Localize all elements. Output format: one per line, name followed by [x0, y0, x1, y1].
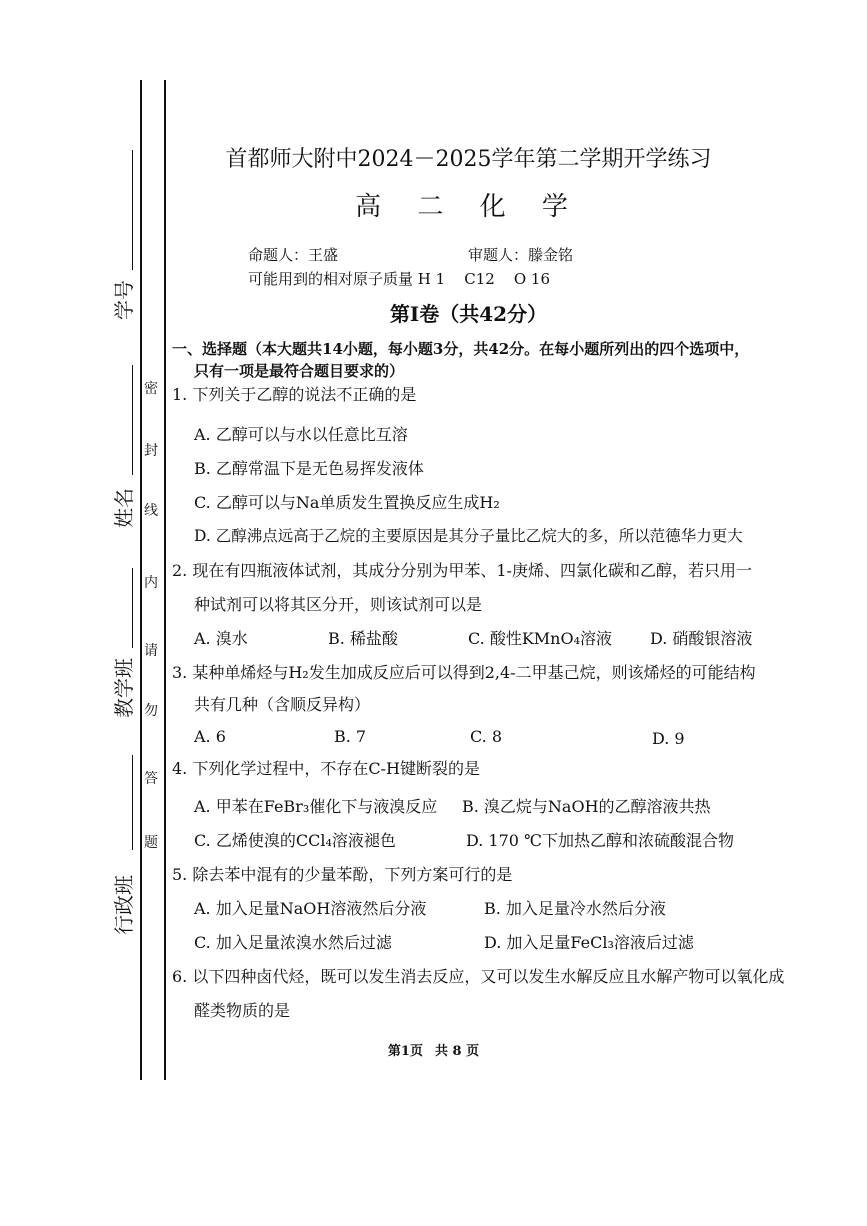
xingzhengban-blank [132, 755, 133, 850]
q3-option-d: D. 9 [652, 729, 685, 748]
q1-option-c: C. 乙醇可以与Na单质发生置换反应生成H₂ [194, 493, 500, 512]
q1-option-d: D. 乙醇沸点远高于乙烷的主要原因是其分子量比乙烷大的多，所以范德华力更大 [194, 527, 743, 545]
xingming-label: 姓名 [112, 488, 136, 528]
q3-option-b: B. 7 [334, 727, 367, 746]
seal-char: 线 [144, 503, 158, 519]
q2-option-a: A. 溴水 [194, 629, 248, 648]
question-4-stem: 4. 下列化学过程中，不存在C-H键断裂的是 [172, 759, 480, 778]
seal-char: 密 [144, 381, 158, 397]
question-6-stem: 6. 以下四种卤代烃，既可以发生消去反应，又可以发生水解反应且水解产物可以氧化成 [172, 967, 785, 986]
jiaoxueban-blank [132, 568, 133, 648]
binding-line-outer [140, 80, 142, 1080]
question-2-stem-cont: 种试剂可以将其区分开，则该试剂可以是 [194, 595, 483, 614]
section-instruction: 一、选择题（本大题共14小题，每小题3分，共42分。在每小题所列出的四个选项中， [172, 340, 750, 358]
setter: 命题人：王盛 [248, 246, 339, 264]
q5-option-a: A. 加入足量NaOH溶液然后分液 [194, 899, 427, 918]
seal-char: 答 [144, 771, 158, 787]
xingzhengban-label: 行政班 [112, 875, 136, 935]
q4-option-c: C. 乙烯使溴的CCl₄溶液褪色 [194, 831, 396, 850]
jiaoxueban-label: 教学班 [112, 658, 136, 718]
page-number: 第1页 [387, 1044, 423, 1059]
q3-option-c: C. 8 [470, 727, 503, 746]
question-3-stem-cont: 共有几种（含顺反异构） [194, 695, 371, 714]
q5-option-d: D. 加入足量FeCl₃溶液后过滤 [484, 933, 694, 952]
question-3-stem: 3. 某种单烯烃与H₂发生加成反应后可以得到2,4-二甲基己烷，则该烯烃的可能结构 [172, 663, 756, 682]
q5-option-b: B. 加入足量冷水然后分液 [484, 899, 666, 918]
q1-option-a: A. 乙醇可以与水以任意比互溶 [194, 425, 408, 444]
section-instruction-cont: 只有一项是最符合题目要求的） [194, 362, 405, 380]
page-footer [0, 1040, 867, 1059]
seal-char: 请 [144, 643, 158, 659]
question-6-stem-cont: 醛类物质的是 [194, 1001, 291, 1020]
question-2-stem: 2. 现在有四瓶液体试剂，其成分分别为甲苯、1-庚烯、四氯化碳和乙醇，若只用一 [172, 561, 752, 580]
q5-option-c: C. 加入足量浓溴水然后过滤 [194, 933, 392, 952]
seal-char: 内 [144, 575, 158, 591]
subject-title: 高 二 化 学 [355, 192, 582, 222]
binding-line-inner [164, 80, 166, 1080]
seal-char: 题 [144, 835, 158, 851]
q2-option-c: C. 酸性KMnO₄溶液 [468, 629, 613, 648]
q2-option-d: D. 硝酸银溶液 [650, 629, 753, 648]
reviewer: 审题人：滕金铭 [468, 246, 574, 264]
question-1-stem: 1. 下列关于乙醇的说法不正确的是 [172, 385, 417, 404]
q4-option-d: D. 170 ℃下加热乙醇和浓硫酸混合物 [466, 831, 734, 850]
page-total: 共 8 页 [434, 1044, 480, 1059]
seal-char: 勿 [144, 703, 158, 719]
q4-option-b: B. 溴乙烷与NaOH的乙醇溶液共热 [462, 797, 711, 816]
q4-option-a: A. 甲苯在FeBr₃催化下与液溴反应 [194, 797, 438, 816]
q2-option-b: B. 稀盐酸 [328, 629, 398, 648]
xingming-blank [132, 365, 133, 475]
atomic-mass-note: 可能用到的相对原子质量 H 1 C12 O 16 [248, 270, 551, 288]
q3-option-a: A. 6 [194, 727, 226, 746]
seal-char: 封 [144, 443, 158, 459]
exam-title: 首都师大附中2024－2025学年第二学期开学练习 [225, 147, 712, 172]
q1-option-b: B. 乙醇常温下是无色易挥发液体 [194, 459, 424, 478]
volume-heading: 第Ⅰ卷（共42分） [389, 302, 548, 326]
question-5-stem: 5. 除去苯中混有的少量苯酚，下列方案可行的是 [172, 865, 513, 884]
xuehao-label: 学号 [112, 280, 136, 320]
